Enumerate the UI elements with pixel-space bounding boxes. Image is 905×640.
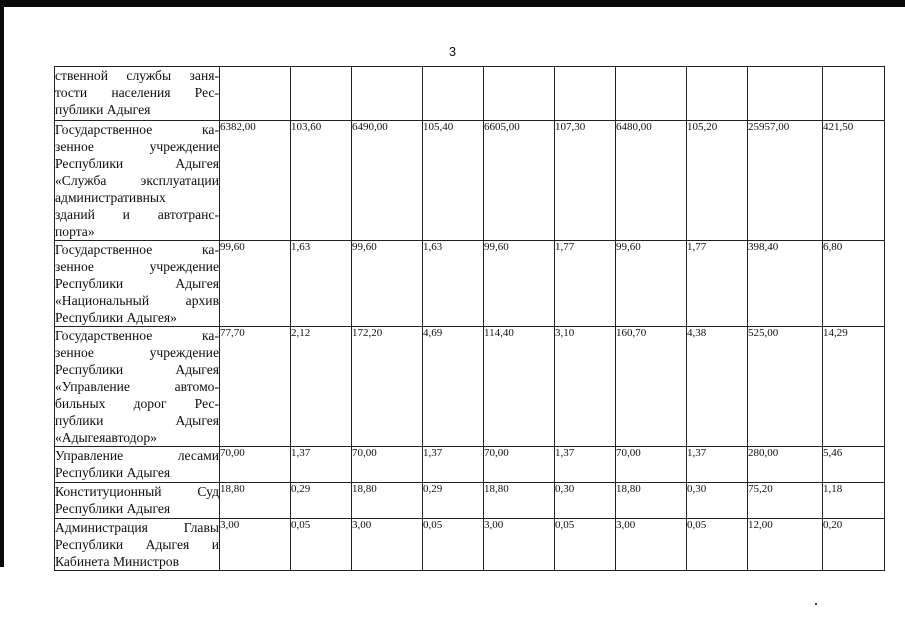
value-cell (423, 67, 484, 121)
value-cell: 1,37 (555, 447, 616, 483)
table-body (55, 67, 885, 571)
value-cell: 2,12 (291, 327, 352, 447)
value-cell: 105,20 (687, 121, 748, 241)
value-cell: 3,00 (484, 519, 555, 571)
value-cell: 280,00 (748, 447, 823, 483)
value-cell: 1,63 (291, 241, 352, 327)
institution-name-line: зенное учреждение (55, 345, 219, 360)
institution-name-cell (55, 121, 220, 241)
value-cell (555, 67, 616, 121)
table-row (55, 447, 885, 483)
table-row (55, 483, 885, 519)
institution-name-line: Республики Адыгея и (55, 537, 219, 552)
institution-name-line: Кабинета Министров (55, 554, 180, 569)
value-cell: 160,70 (616, 327, 687, 447)
institution-name-cell (55, 67, 220, 121)
institution-name-line: Республики Адыгея (55, 465, 171, 480)
value-cell (291, 67, 352, 121)
value-cell: 25957,00 (748, 121, 823, 241)
value-cell (484, 67, 555, 121)
institution-name-line: Государственное ка- (55, 242, 219, 257)
value-cell: 3,00 (220, 519, 291, 571)
institution-name-line: «Национальный архив (55, 293, 219, 308)
institution-name-line: административных (55, 190, 166, 205)
value-cell: 6382,00 (220, 121, 291, 241)
table-row (55, 327, 885, 447)
value-cell (823, 67, 885, 121)
institution-name-line: Администрация Главы (55, 520, 219, 535)
value-cell: 1,37 (423, 447, 484, 483)
value-cell: 3,00 (352, 519, 423, 571)
table-row (55, 519, 885, 571)
value-cell: 103,60 (291, 121, 352, 241)
value-cell: 105,40 (423, 121, 484, 241)
value-cell (352, 67, 423, 121)
value-cell: 1,77 (687, 241, 748, 327)
table-row (55, 121, 885, 241)
value-cell: 4,69 (423, 327, 484, 447)
value-cell: 18,80 (352, 483, 423, 519)
value-cell: 12,00 (748, 519, 823, 571)
value-cell: 0,29 (423, 483, 484, 519)
value-cell: 114,40 (484, 327, 555, 447)
value-cell: 6490,00 (352, 121, 423, 241)
institution-name-cell (55, 519, 220, 571)
value-cell: 0,05 (555, 519, 616, 571)
value-cell: 70,00 (220, 447, 291, 483)
institution-name-line: ственной службы заня- (55, 68, 219, 83)
value-cell: 77,70 (220, 327, 291, 447)
value-cell: 70,00 (484, 447, 555, 483)
value-cell (616, 67, 687, 121)
value-cell: 6480,00 (616, 121, 687, 241)
institution-name-line: порта» (55, 224, 95, 239)
institution-name-line: Республики Адыгея (55, 501, 171, 516)
institution-name-line: зенное учреждение (55, 139, 219, 154)
institution-name-cell (55, 483, 220, 519)
value-cell: 1,18 (823, 483, 885, 519)
institution-name-line: зенное учреждение (55, 259, 219, 274)
value-cell: 0,29 (291, 483, 352, 519)
value-cell: 0,30 (687, 483, 748, 519)
institution-name-line: Республики Адыгея» (55, 310, 177, 325)
institution-name-line: Государственное ка- (55, 328, 219, 343)
value-cell: 0,30 (555, 483, 616, 519)
value-cell (748, 67, 823, 121)
institution-name-line: бильных дорог Рес- (55, 396, 219, 411)
value-cell: 0,20 (823, 519, 885, 571)
value-cell: 99,60 (484, 241, 555, 327)
value-cell: 70,00 (616, 447, 687, 483)
value-cell: 4,38 (687, 327, 748, 447)
institution-name-line: «Адыгеяавтодор» (55, 430, 157, 445)
value-cell: 3,10 (555, 327, 616, 447)
page-number: 3 (448, 44, 457, 59)
value-cell: 107,30 (555, 121, 616, 241)
institution-name-line: «Управление автомо- (55, 379, 219, 394)
value-cell: 70,00 (352, 447, 423, 483)
value-cell: 3,00 (616, 519, 687, 571)
value-cell: 6,80 (823, 241, 885, 327)
value-cell: 99,60 (616, 241, 687, 327)
value-cell: 99,60 (352, 241, 423, 327)
institution-name-line: «Служба эксплуатации (55, 173, 219, 188)
institution-name-line: Государственное ка- (55, 122, 219, 137)
scan-speck (815, 603, 817, 605)
value-cell: 5,46 (823, 447, 885, 483)
value-cell: 1,37 (291, 447, 352, 483)
value-cell: 14,29 (823, 327, 885, 447)
value-cell: 99,60 (220, 241, 291, 327)
institution-name-cell (55, 241, 220, 327)
budget-table (54, 66, 885, 571)
institution-name-cell (55, 447, 220, 483)
institution-name-line: Конституционный Суд (55, 484, 219, 499)
value-cell: 1,37 (687, 447, 748, 483)
table-row (55, 241, 885, 327)
value-cell: 421,50 (823, 121, 885, 241)
value-cell (687, 67, 748, 121)
value-cell: 172,20 (352, 327, 423, 447)
institution-name-line: Управление лесами (55, 448, 219, 463)
institution-name-line: Республики Адыгея (55, 276, 219, 291)
page-top-border (0, 0, 905, 7)
value-cell: 398,40 (748, 241, 823, 327)
institution-name-line: тости населения Рес- (55, 85, 219, 100)
value-cell: 18,80 (616, 483, 687, 519)
institution-name-line: зданий и автотранс- (55, 207, 219, 222)
value-cell: 18,80 (484, 483, 555, 519)
value-cell: 18,80 (220, 483, 291, 519)
value-cell: 0,05 (291, 519, 352, 571)
value-cell: 6605,00 (484, 121, 555, 241)
institution-name-line: публики Адыгея (55, 413, 219, 428)
value-cell (220, 67, 291, 121)
value-cell: 75,20 (748, 483, 823, 519)
value-cell: 0,05 (423, 519, 484, 571)
value-cell: 1,77 (555, 241, 616, 327)
institution-name-cell (55, 327, 220, 447)
institution-name-line: публики Адыгея (55, 102, 151, 117)
page-left-border (0, 7, 4, 567)
value-cell: 1,63 (423, 241, 484, 327)
institution-name-line: Республики Адыгея (55, 156, 219, 171)
institution-name-line: Республики Адыгея (55, 362, 219, 377)
table-row (55, 67, 885, 121)
value-cell: 0,05 (687, 519, 748, 571)
value-cell: 525,00 (748, 327, 823, 447)
